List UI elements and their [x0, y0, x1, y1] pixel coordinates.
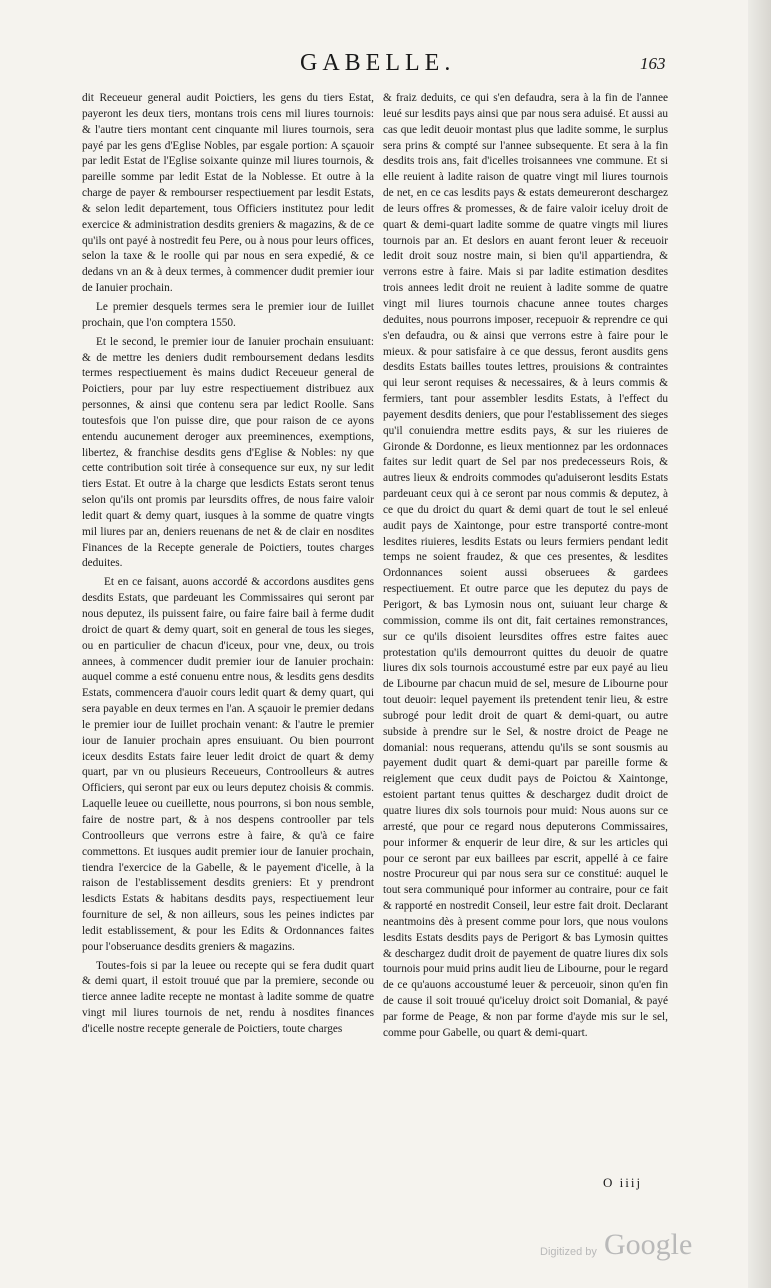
- left-column: [82, 91, 374, 1038]
- paragraph: dit Receueur general audit Poictiers, les gens du tiers Estat, payeront les deux tiers, montans trois cens mil liures tournois: & l'autre tiers montant cent cinquante mil liures tournois, sera payé par les gens d'Eglise Nobles, par esgale portion: A sçauoir par ledit Estat de l'Eglise soixante quinze mil liures tournois, & pareille somme par ledit Estat de la Noblesse. Et outre à la charge de payer & rembourser respectiuement par lesdit Estats, & selon ledit departement, tous Officiers institutez pour ledit exercice & administration desdits greniers & magazins, & de ce qu'ils ont payé à nostredit feu Pere, ou à nous pour leurs offices, selon la taxe & le roolle qui par nous en sera expedié, & ce dedans vn an & à deux termes, à commencer dudit premier iour de Ianuier prochain.: [82, 92, 374, 295]
- watermark-prefix: Digitized by: [540, 1246, 597, 1258]
- paragraph: Toutes-fois si par la leuee ou recepte qui se fera dudit quart & demi quart, il estoit trouué que par la premiere, seconde ou tierce annee ladite recepte ne montast à ladite somme de quatre vingt mil liures tournois de net, rendu à nosdites finances d'icelle nostre recepte generale de Poictiers, toute charges: [82, 959, 374, 1035]
- signature-mark: O iiij: [603, 1175, 643, 1190]
- page-binding-edge: [748, 0, 771, 1288]
- section-title: GABELLE.: [300, 50, 456, 76]
- paragraph: Le premier desquels termes sera le premier iour de Iuillet prochain, que l'on comptera 1550.: [82, 300, 374, 329]
- running-head: [0, 50, 771, 80]
- right-column: [383, 91, 668, 1042]
- digitized-watermark: [540, 1228, 740, 1268]
- paragraph: & fraiz deduits, ce qui s'en defaudra, sera à la fin de l'annee leué sur lesdits pays ainsi que par nous sera aduisé. Et aussi au cas que ledit deuoir montast plus que ladite somme, le surplus sera prins & compté sur l'annee subsequente. Et sera à la fin desdits trois ans, fait d'icelles troisannees vne commune. Et si elle reuient à ladite raison de quatre vingt mil liures tournois de net, en ce cas lesdits pays & estats demeureront deschargez de leurs offres & promesses, & de faire valoir iceluy droit de quart & demi-quart ladite somme de quatre vingts mil liures tournois par an. Et deslors en auant feront leuer & receuoir ledit droit souz nostre main, si bien qu'il appartiendra, & verrons estre à faire. Mais si par ladite estimation desdites trois annees ledit droit ne reuient à ladite somme de quatre vingt mil liures tournois chacune annee toutes charges deduites, nous pourrons imposer, recepuoir & reprendre ce qui s'en defaudra, ou & ainsi que verrons estre à faire pour le mieux. & pour satisfaire à ce que dessus, feront ausdits gens desdits Estats bailles toutes lettres, prouisions & contraintes qui leur seront requises & necessaires, & à leurs commis & fermiers, tant pour assembler lesdits Estats, à l'effect du payement desdits deniers, que pour l'establissement des sieges qu'il conuiendra mettre esdits pays, & sur les riuieres de Gironde & Dordonne, es lieux mentionnez par les ordonnaces faites sur ledit quart de Sel par nos predecesseurs Rois, & autres lieux & endroits commodes qu'aduiseront lesdits Estats pardeuant ceux qui à ce seront par nous commis & deputez, à ce que du droict du quart & demi quart de tout le sel enleué audit pays de Xaintonge, pour estre transporté contre-mont lesdites riuieres, lesdits Estats ou leurs fermiers pendant ledit temps ne soient fraudez, & que ces presentes, & lesdites Ordonnances soient aussi obseruees & gardees respectiuement. Et outre parce que les deputez du pays de Perigort, & bas Lymosin nous ont, suiuant leur charge & commission, comme ils ont dit, fait certaines remonstrances, sur ce qu'ils disoient leursdites offres estre faites auec protestation qu'ils demourront quittes du deuoir de quatre liures dix sols tournois accoustumé estre par eux payé au lieu de Libourne par chacun muid de sel, mesure de Libourne pour tout deuoir: lequel payement ils pretendent tenir lieu, & estre subrogé pour ledit droit de quart & demi-quart, ou autre subside à prendre sur le Sel, & nostre droict de Peage ne domanial: nous requerans, attendu qu'ils se sont sousmis au payement dudit quart & demi-quart par pareille forme & reiglement que ceux dudit pays de Poictou & Xaintonge, estoient partant tenus quittes & deschargez dudit droict de quatre liures dix sols tournois pour muid: Nous auons sur ce arresté, que pour ce regard nous deputerons Commissaires, pour informer & enquerir de leur dire, & sur les articles qui pour ce seront par eux baillees par escrit, appellé à ce faire nostre Procureur qui par nous sera sur ce constitué: auquel le tout sera communiqué pour informer au contraire, pour ce fait & rapporté en nostredit Conseil, leur estre fait droit. Declarant neantmoins dès à present comme pour lors, que nous voulons lesdits Estats desdits pays de Perigort & bas Lymosin quittes & deschargez dudit droit de payement de quatre liures dix sols tournois pour muid prins audit lieu de Libourne, pour le regard de ce qu'auons accoustumé leuer & perceuoir, sinon qu'en fin de cause il soit trouué qu'iceluy droict soit Domanial, & payé par forme de Peage, & non par forme d'ayde mis sur le sel, comme pour Gabelle, ou quart & demi-quart.: [383, 92, 668, 1039]
- page-number: 163: [640, 54, 666, 73]
- google-logo: Google: [604, 1228, 693, 1261]
- paragraph: Et en ce faisant, auons accordé & accordons ausdites gens desdits Estats, que pardeuant les Commissaires qui seront par nous deputez, ils puissent faire, ou faire faire bail à ferme dudit droict de quart & demy quart, soit en general de tous les sieges, ou en particulier de chacun d'iceux, pour vne, deux, ou trois annees, à commencer dudit premier iour de Ianuier prochain: auquel comme a esté conuenu entre nous, & lesdits gens desdits Estats, commencera d'auoir cours ledit quart & demy quart, qui sera payable en deux termes en l'an. A sçauoir le premier dedans le premier iour de Iuillet prochain venant: & l'autre le premier iour de Ianuier prochain apres ensuiuant. Ou bien pourront iceux desdits Estats faire leuer ledit droict de quart & demy quart, par vn ou plusieurs Receueurs, Controolleurs & autres Officiers, qui seront par eux ou leurs deputez choisis & commis. Laquelle leuee ou cueillette, nous pourrons, si bon nous semble, faire de nostre part, & à nos despens controoller par tels Controolleurs que verrons estre à faire, & qu'à ce faire commettons. Et iusques audit premier iour de Ianuier prochain, tiendra l'exercice de la Gabelle, & le payement d'icelle, à la raison de l'establissement desdits greniers: Et y prendront lesdicts Estats & habitans desdits pays, respectiuement leur fourniture de sel, & non ailleurs, sous les peines indictes par ledit establissement, & pour les Edits & Ordonnances faites pour l'obseruance desdits greniers & magazins.: [82, 576, 374, 953]
- paragraph: Et le second, le premier iour de Ianuier prochain ensuiuant: & de mettre les deniers dudit remboursement dedans lesdits termes respectiuement ès mains dudict Receueur general de Poictiers, pour par luy estre respectiuement distribuez aux personnes, & ainsi que contenu sera par ledict Roolle. Sans toutesfois que l'on puisse dire, que pour raison de ce ayons entendu aucunement deroger aux preeminences, exemptions, libertez, & franchise desdits gens d'Eglise & Nobles: ny que cette contribution soit tirée à consequence sur eux, ny sur ledit tiers Estat. Et outre à la charge que lesdicts Estats seront tenus selon qu'ils ont promis par leursdits offres, de nous faire valoir ledit quart & demy quart, iusques à la somme de quatre vingts mil liures par an, deniers reuenans de net & de clair en nosdites Finances de la Recepte generale de Poictiers, toutes charges deduites.: [82, 335, 374, 570]
